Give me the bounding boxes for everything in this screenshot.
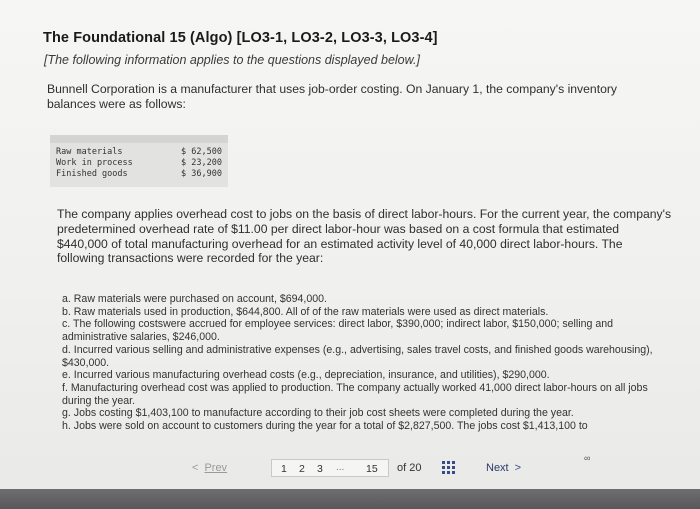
intro-paragraph: Bunnell Corporation is a manufacturer that uses job-order costing. On January 1, the company's inventory balances were as follows:	[47, 82, 618, 111]
pages-ellipsis: ...	[336, 462, 345, 473]
chevron-right-icon: >	[514, 462, 522, 474]
page-link-1[interactable]: 1	[281, 463, 287, 475]
list-item: d. Incurred various selling and administrative expenses (e.g., advertising, sales travel costs, and finished goods warehousing), $430,000.	[62, 343, 653, 369]
transactions-list	[62, 293, 662, 433]
inventory-table	[50, 135, 228, 187]
row-label: Finished goods	[56, 169, 128, 179]
page-title: The Foundational 15 (Algo) [LO3-1, LO3-2, LO3-3, LO3-4]	[43, 30, 438, 46]
list-item: h. Jobs were sold on account to customers during the year for a total of $2,827,500. The jobs cost $1,413,100 to	[62, 420, 588, 433]
table-row	[56, 147, 222, 158]
list-item: e. Incurred various manufacturing overhead costs (e.g., depreciation, insurance, and utilities), $290,000.	[62, 369, 550, 382]
page-total: of 20	[397, 462, 422, 474]
row-value: $ 23,200	[181, 158, 222, 168]
pagination	[0, 453, 700, 481]
page-link-2[interactable]: 2	[299, 463, 305, 475]
table-row	[56, 169, 222, 180]
current-page: 15	[366, 463, 378, 475]
row-label: Work in process	[56, 158, 133, 168]
overhead-paragraph: The company applies overhead cost to jobs on the basis of direct labor-hours. For the current year, the company's predetermined overhead rate of $11.00 per direct labor-hour was based on a cost formula that estimated $440,000 of total manufacturing overhead for an estimated activity level of 40,000 direct labor-hours. The following transactions were recorded for the year:	[57, 207, 672, 266]
link-icon: ∞	[584, 453, 591, 463]
list-item: g. Jobs costing $1,403,100 to manufacture according to their job cost sheets were completed during the year.	[62, 407, 574, 420]
page-link-3[interactable]: 3	[317, 463, 323, 475]
list-item: f. Manufacturing overhead cost was applied to production. The company actually worked 41,000 direct labor-hours on all jobs during the year.	[62, 381, 648, 407]
prev-label: Prev	[204, 462, 228, 474]
next-button[interactable]	[486, 462, 521, 474]
row-label: Raw materials	[56, 147, 123, 157]
row-value: $ 36,900	[181, 169, 222, 179]
list-item: c. The following costswere accrued for employee services: direct labor, $390,000; indirect labor, $150,000; selling and administrative salaries, $246,000.	[62, 318, 613, 344]
instruction-note: [The following information applies to the questions displayed below.]	[44, 53, 420, 67]
table-row	[56, 158, 222, 169]
grid-icon[interactable]	[442, 461, 456, 475]
bottom-bar	[0, 489, 700, 509]
list-item: a. Raw materials were purchased on account, $694,000.	[62, 293, 327, 305]
next-label: Next	[486, 462, 509, 474]
chevron-left-icon: <	[192, 462, 199, 474]
prev-button[interactable]	[192, 462, 227, 474]
row-value: $ 62,500	[181, 147, 222, 157]
list-item: b. Raw materials used in production, $644,800. All of of the raw materials were used as direct materials.	[62, 305, 549, 318]
